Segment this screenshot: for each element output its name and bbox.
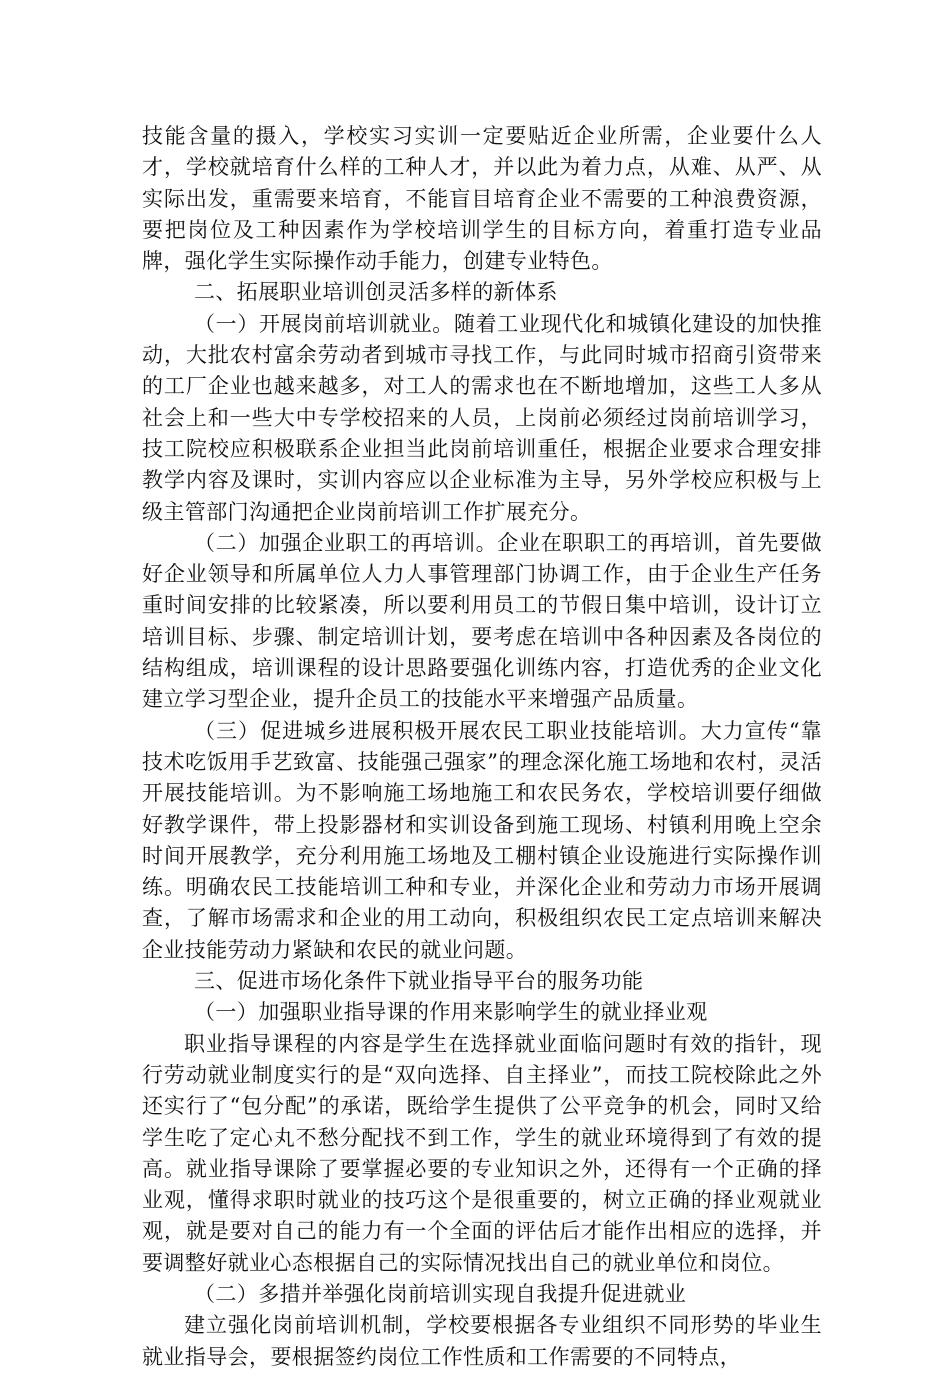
section-heading-2: 二、拓展职业培训创灵活多样的新体系 (194, 280, 558, 305)
section-heading-3: 三、促进市场化条件下就业指导平台的服务功能 (194, 969, 644, 994)
subheading-multiple-measures: （二）多措并举强化岗前培训实现自我提升促进就业 (194, 1281, 687, 1306)
subheading-career-guidance: （一）加强职业指导课的作用来影响学生的就业择业观 (194, 1000, 708, 1025)
paragraph-migrant-worker-training: （三）促进城乡进展积极开展农民工职业技能培训。大力宣传“靠技术吃饭用手艺致富、技能强己强家”的理念深化施工场地和农村，灵活开展技能培训。为不影响施工场地施工和农民务农，学校培训要仔细做好教学课件，带上投影器材和实训设备到施工现场、村镇利用晚上空余时间开展教学，充分利用施工场地及工棚村镇企业设施进行实际操作训练。明确农民工技能培训工种和专业，并深化企业和劳动力市场开展调查，了解市场需求和企业的用工动向，积极组织农民工定点培训来解决企业技能劳动力紧缺和农民的就业问题。 (142, 718, 822, 962)
paragraph-continuation: 技能含量的摄入，学校实习实训一定要贴近企业所需，企业要什么人才，学校就培育什么样的工种人才，并以此为着力点，从难、从严、从实际出发，重需要来培育，不能盲目培育企业不需要的工种浪费资源，要把岗位及工种因素作为学校培训学生的目标方向，着重打造专业品牌，强化学生实际操作动手能力，创建专业特色。 (142, 124, 822, 274)
paragraph-training-mechanism: 建立强化岗前培训机制，学校要根据各专业组织不同形势的毕业生就业指导会，要根据签约岗位工作性质和工作需要的不同特点， (142, 1313, 822, 1369)
paragraph-pre-job-training: （一）开展岗前培训就业。随着工业现代化和城镇化建设的加快推动，大批农村富余劳动者到城市寻找工作，与此同时城市招商引资带来的工厂企业也越来越多，对工人的需求也在不断地增加，这些工人多从社会上和一些大中专学校招来的人员，上岗前必须经过岗前培训学习，技工院校应积极联系企业担当此岗前培训重任，根据企业要求合理安排教学内容及课时，实训内容应以企业标准为主导，另外学校应积极与上级主管部门沟通把企业岗前培训工作扩展充分。 (142, 311, 822, 524)
document-body (142, 121, 822, 1373)
paragraph-employee-retraining: （二）加强企业职工的再培训。企业在职职工的再培训，首先要做好企业领导和所属单位人力人事管理部门协调工作，由于企业生产任务重时间安排的比较紧凑，所以要利用员工的节假日集中培训，设计订立培训目标、步骤、制定培训计划，要考虑在培训中各种因素及各岗位的结构组成，培训课程的设计思路要强化训练内容，打造优秀的企业文化建立学习型企业，提升企员工的技能水平来增强产品质量。 (142, 530, 822, 712)
paragraph-career-guidance: 职业指导课程的内容是学生在选择就业面临问题时有效的指针，现行劳动就业制度实行的是“双向选择、自主择业”，而技工院校除此之外还实行了“包分配”的承诺，既给学生提供了公平竞争的机会，同时又给学生吃了定心丸不愁分配找不到工作，学生的就业环境得到了有效的提高。就业指导课除了要掌握必要的专业知识之外，还得有一个正确的择业观，懂得求职时就业的技巧这个是很重要的，树立正确的择业观就业观，就是要对自己的能力有一个全面的评估后才能作出相应的选择，并要调整好就业心态根据自己的实际情况找出自己的就业单位和岗位。 (142, 1031, 822, 1275)
